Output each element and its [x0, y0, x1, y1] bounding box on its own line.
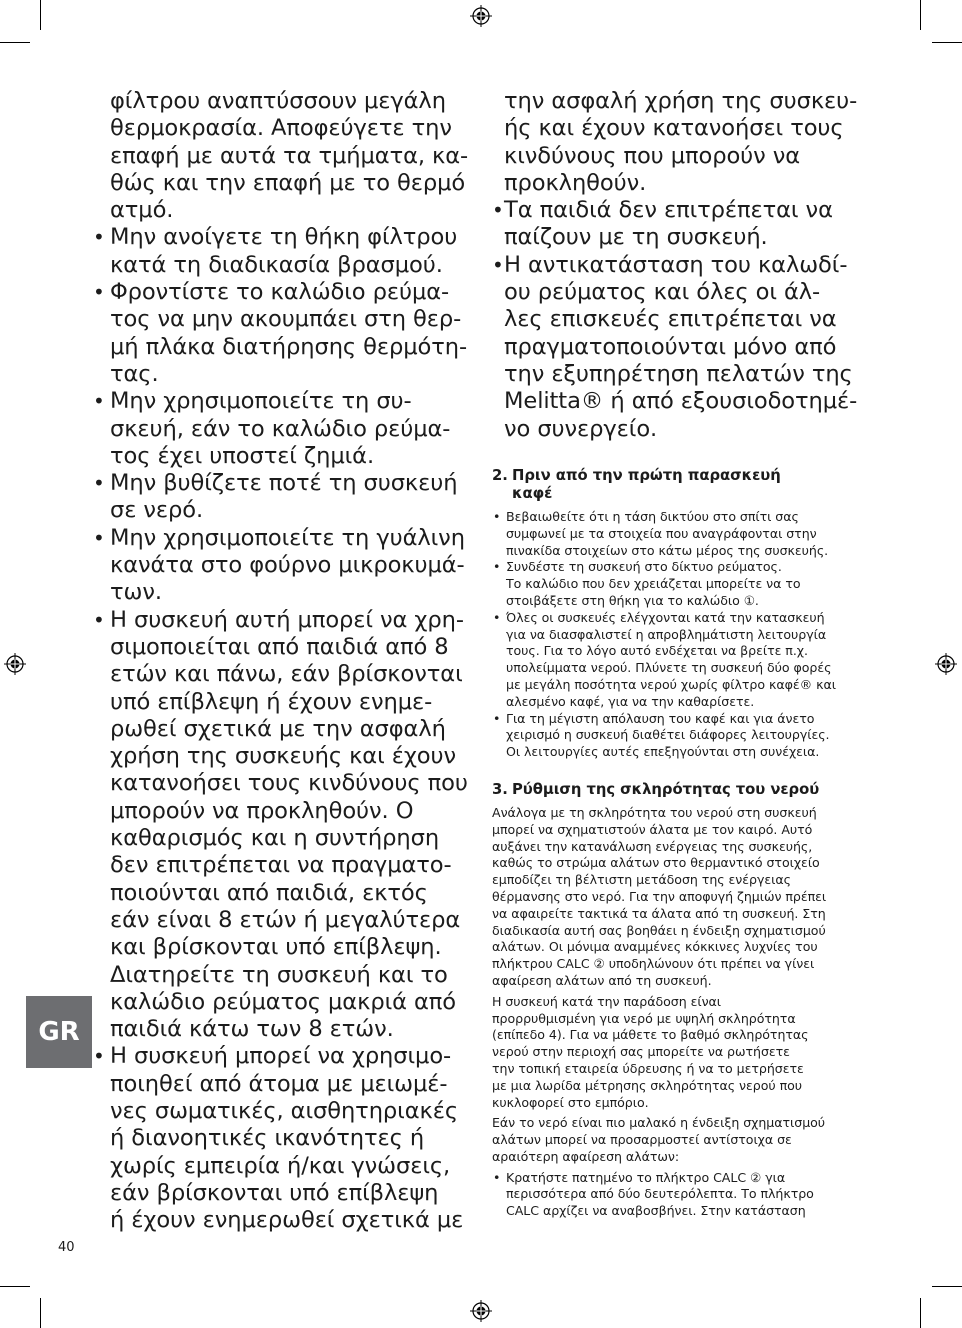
list-item: • Κρατήστε πατημένο το πλήκτρο CALC ② για περισσότερα από δύο δευτερόλεπτα. Το πλήκτρο CALC αρχίζει να αναβοσβήνει. Στην κατάσταση	[493, 1169, 814, 1219]
warning-item: • Η συσκευή αυτή μπορεί να χρη- σιμοποιείται από παιδιά από 8 ετών και πάνω, εάν βρίσκονται υπό επίβλεψη ή έχουν ενημε- ρωθεί σχετικά με την ασφαλή χρήση της συσκευής και έχουν κατανοήσει τους κινδύνους που μπορούν να προκληθούν. Ο καθαρισμός και η συντήρηση δεν επιτρέπεται να πραγματο- ποιούνται από παιδιά, εκτός εάν είναι 8 ετών ή μεγαλύτερα και βρίσκονται υπό επίβλεψη. Διατηρείτε τη συσκευή και το καλώδιο ρεύματος μακριά από παιδιά κάτω των 8 ετών.	[93, 606, 468, 1043]
bullet-icon: •	[93, 280, 105, 305]
bullet-icon: •	[93, 389, 105, 414]
warning-item: • Μην ανοίγετε τη θήκη φίλτρου κατά τη διαδικασία βρασμού.	[93, 224, 458, 278]
registration-mark-icon	[470, 5, 492, 27]
language-tab: GR	[26, 996, 92, 1068]
page-number: 40	[58, 1240, 75, 1255]
crop-mark-bottom-left-h	[0, 1286, 30, 1287]
section-3	[492, 781, 870, 1220]
bullet-icon: •	[93, 225, 105, 250]
warning-item: • Μην χρησιμοποιείτε τη συ- σκευή, εάν το καλώδιο ρεύμα- τος έχει υποστεί ζημιά.	[93, 388, 451, 469]
list-item: • Όλες οι συσκευές ελέγχονται κατά την κατασκευή για να διασφαλιστεί η απροβλημάτιστη λειτουργία τους. Για το λόγο αυτό ενδέχεται να βρείτε π.χ. υπολείμματα νερού. Πλύνετε τη συσκευή δύο φορές με μεγάλη ποσότητα νερού χωρίς φίλτρο καφέ® και αλεσμένο καφέ, για να την καθαρίσετε.	[493, 609, 836, 709]
warning-item: • Μην χρησιμοποιείτε τη γυάλινη κανάτα στο φούρνο μικροκυμά- των.	[93, 524, 465, 606]
bullet-icon: •	[493, 509, 501, 524]
crop-mark-top-left-v	[40, 0, 41, 30]
paragraph: Η συσκευή κατά την παράδοση είναι προρρυθμισμένη για νερό με υψηλή σκληρότητα (επίπεδο 4). Για να μάθετε το βαθμό σκληρότητας νερού στην περιοχή σας μπορείτε να ρωτήσετε την τοπική εταιρεία ύδρευσης ή να το μετρήσετε με μια λωρίδα μέτρησης σκληρότητας νερού που κυκλοφορεί στο εμπόριο.	[492, 993, 809, 1110]
warning-item: • Μην βυθίζετε ποτέ τη συσκευή σε νερό.	[93, 470, 458, 524]
section-heading: 2. Πριν από την πρώτη παρασκευή καφέ	[492, 467, 781, 502]
warning-item: • Η συσκευή μπορεί να χρησιμο- ποιηθεί από άτομα με μειωμέ- νες σωματικές, αισθητηριακές ή διανοητικές ικανότητες ή χωρίς εμπειρία ή/και γνώσεις, εάν βρίσκονται υπό επίβλεψη ή έχουν ενημερωθεί σχετικά με	[93, 1043, 464, 1234]
list-item: • Συνδέστε τη συσκευή στο δίκτυο ρεύματος. Το καλώδιο που δεν χρειάζεται μπορείτε να το στοιβάξετε στη θήκη για το καλώδιο ①.	[493, 559, 801, 608]
crop-mark-top-right-h	[932, 42, 962, 43]
crop-mark-top-left-h	[0, 42, 30, 43]
warning-item: • Η αντικατάσταση του καλωδί- ου ρεύματος και όλες οι άλ- λες επισκευές επιτρέπεται να πραγματοποιούνται μόνο από την εξυπηρέτηση πελατών της Melitta® ή από εξουσιοδοτημέ- νο συνεργείο.	[492, 251, 858, 442]
bullet-icon: •	[93, 525, 105, 550]
section-2	[492, 467, 870, 761]
warning-item: • Φροντίστε το καλώδιο ρεύμα- τος να μην ακουμπάει στη θερ- μή πλάκα διατήρησης θερμότη- τας.	[93, 279, 468, 387]
warning-item: • Τα παιδιά δεν επιτρέπεται να παίζουν με τη συσκευή.	[492, 197, 833, 251]
paragraph: Ανάλογα με τη σκληρότητα του νερού στη συσκευή μπορεί να σχηματιστούν άλατα με τον καιρό. Αυτό αυξάνει την κατανάλωση ενέργειας της συσκευής, καθώς το στρώμα αλάτων στο θερμαντικό στοιχείο εμποδίζει τη βέλτιστη μετάδοση της ενέργειας θέρμανσης στο νερό. Για την αποφυγή ζημιών πρέπει να αφαιρείτε τακτικά τα άλατα από τη συσκευή. Στη διαδικασία αυτή σας βοηθάει η ένδειξη σχηματισμού αλάτων. Οι μόνιμα αναμμένες κόκκινες λυχνίες του πλήκτρου CALC ② υποδηλώνουν ότι πρέπει να γίνει αφαίρεση αλάτων από τη συσκευή.	[492, 804, 827, 988]
list-item: • Για τη μέγιστη απόλαυση του καφέ και για άνετο χειρισμό η συσκευή διαθέτει διάφορες λειτουργίες. Οι λειτουργίες αυτές επεξηγούνται στη συνέχεια.	[493, 710, 830, 760]
bullet-icon: •	[93, 1044, 105, 1069]
bullet-icon: •	[93, 607, 105, 632]
intro-paragraph: φίλτρου αναπτύσσουν μεγάλη θερμοκρασία. Αποφεύγετε την επαφή με αυτά τα τμήματα, κα- θώς και την επαφή με το θερμό ατμό.	[110, 88, 469, 224]
bullet-icon: •	[93, 471, 105, 496]
left-column	[90, 88, 472, 1234]
crop-mark-bottom-right-h	[932, 1286, 962, 1287]
bullet-icon: •	[492, 198, 504, 223]
list-item: • Βεβαιωθείτε ότι η τάση δικτύου στο σπίτι σας συμφωνεί με τα στοιχεία που αναγράφονται στην πινακίδα στοιχείων στο κάτω μέρος της συσκευής.	[493, 509, 829, 558]
bullet-icon: •	[493, 710, 501, 726]
crop-mark-bottom-left-v	[40, 1298, 41, 1328]
registration-mark-icon	[4, 653, 26, 675]
bullet-icon: •	[493, 559, 501, 575]
bullet-icon: •	[493, 609, 501, 625]
bullet-icon: •	[492, 252, 504, 277]
registration-mark-icon	[470, 1300, 492, 1322]
right-column-top	[490, 88, 870, 443]
paragraph: Εάν το νερό είναι πιο μαλακό η ένδειξη σχηματισμού αλάτων μπορεί να προσαρμοστεί αντίστοιχα σε αραιότερη αφαίρεση αλάτων:	[492, 1115, 826, 1164]
section-heading: 3. Ρύθμιση της σκληρότητας του νερού	[492, 780, 820, 798]
right-column-small	[492, 467, 870, 1220]
registration-mark-icon	[935, 653, 957, 675]
crop-mark-bottom-right-v	[920, 1298, 921, 1328]
intro-paragraph: την ασφαλή χρήση της συσκευ- ής και έχουν κατανοήσει τους κινδύνους που μπορούν να προκληθούν.	[504, 88, 858, 196]
bullet-icon: •	[493, 1169, 501, 1185]
crop-mark-top-right-v	[920, 0, 921, 30]
